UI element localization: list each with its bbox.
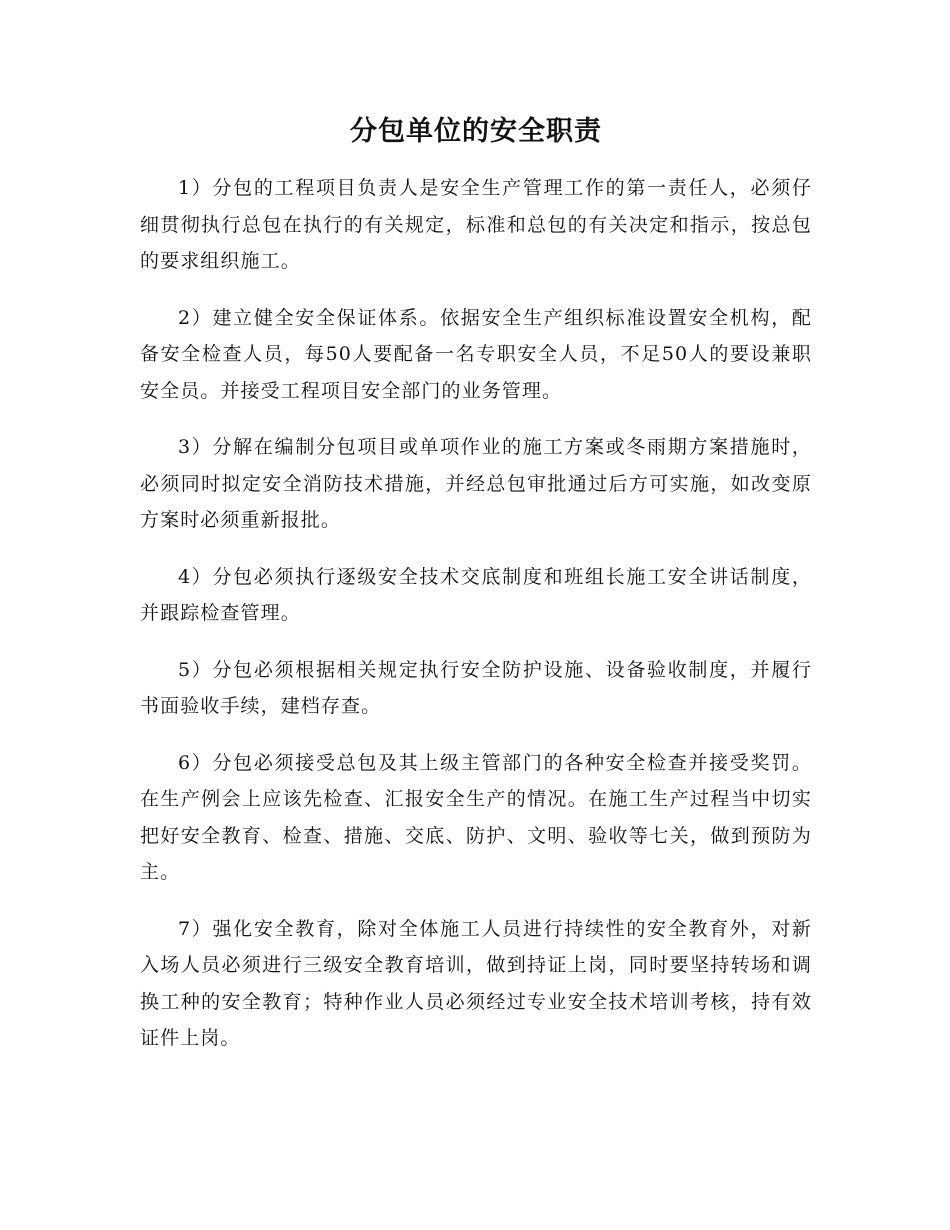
- document-page: [140, 112, 812, 1077]
- paragraph-5: 5）分包必须根据相关规定执行安全防护设施、设备验收制度，并履行书面验收手续，建档存查。: [140, 658, 812, 717]
- paragraph-3: 3）分解在编制分包项目或单项作业的施工方案或冬雨期方案措施时，必须同时拟定安全消防技术措施，并经总包审批通过后方可实施，如改变原方案时必须重新报批。: [140, 436, 812, 531]
- paragraph-2: 2）建立健全安全保证体系。依据安全生产组织标准设置安全机构，配备安全检查人员，每50人要配备一名专职安全人员，不足50人的要设兼职安全员。并接受工程项目安全部门的业务管理。: [140, 306, 812, 402]
- document-body: [140, 170, 812, 1057]
- paragraph-4: 4）分包必须执行逐级安全技术交底制度和班组长施工安全讲话制度，并跟踪检查管理。: [140, 565, 812, 624]
- document-title: 分包单位的安全职责: [350, 116, 602, 147]
- paragraph-6: 6）分包必须接受总包及其上级主管部门的各种安全检查并接受奖罚。在生产例会上应该先检查、汇报安全生产的情况。在施工生产过程当中切实把好安全教育、检查、措施、交底、防护、文明、验收等七关，做到预防为主。: [140, 751, 812, 883]
- paragraph-1: 1）分包的工程项目负责人是安全生产管理工作的第一责任人，必须仔细贯彻执行总包在执行的有关规定，标准和总包的有关决定和指示，按总包的要求组织施工。: [140, 177, 812, 272]
- paragraph-7: 7）强化安全教育，除对全体施工人员进行持续性的安全教育外，对新入场人员必须进行三级安全教育培训，做到持证上岗，同时要坚持转场和调换工种的安全教育；特种作业人员必须经过专业安全技术培训考核，持有效证件上岗。: [140, 917, 812, 1049]
